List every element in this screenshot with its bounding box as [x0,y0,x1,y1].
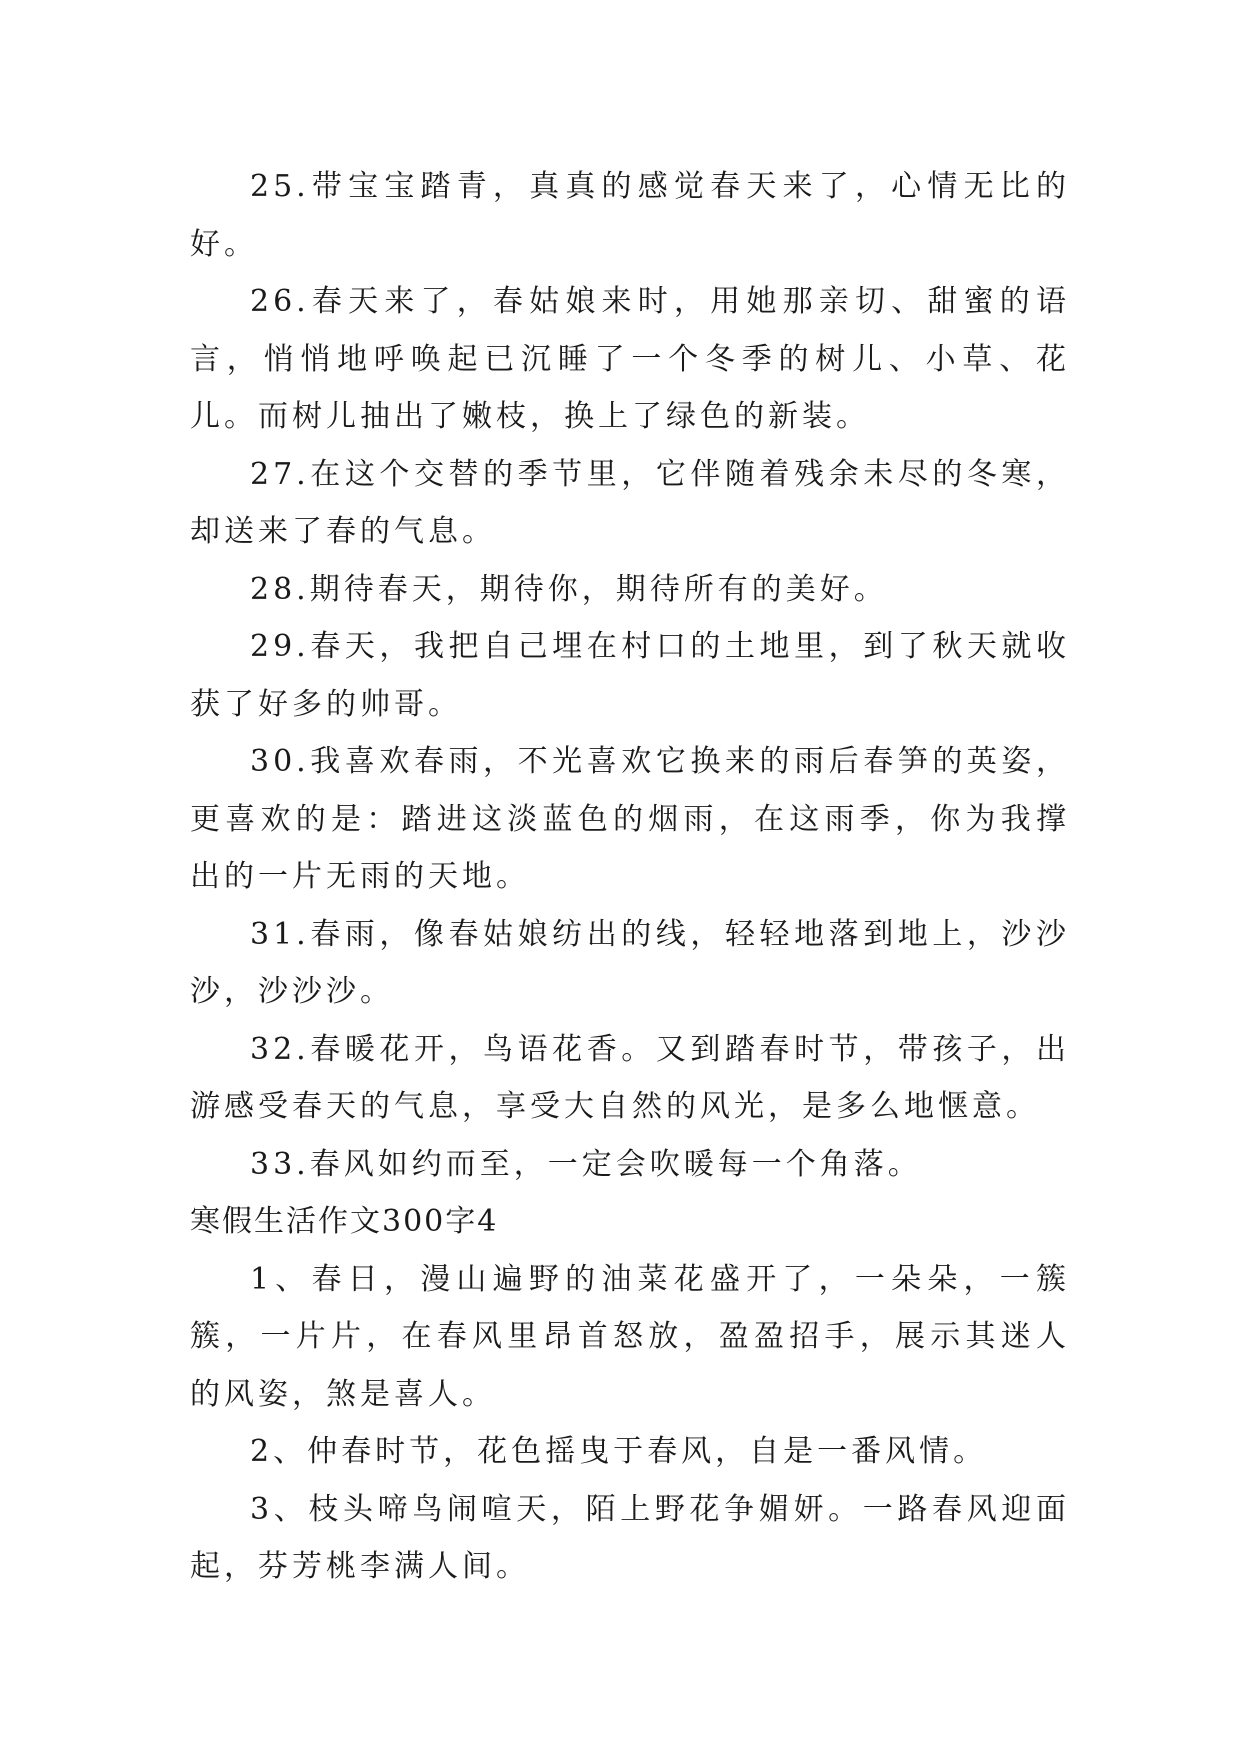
paragraph-3: 3、枝头啼鸟闹喧天，陌上野花争媚妍。一路春风迎面起，芬芳桃李满人间。 [190,1491,1070,1584]
document-body [190,158,1070,1596]
paragraph-2: 2、仲春时节，花色摇曳于春风，自是一番风情。 [250,1434,988,1469]
paragraph-30: 30.我喜欢春雨，不光喜欢它换来的雨后春笋的英姿，更喜欢的是：踏进这淡蓝色的烟雨，在这雨季，你为我撑出的一片无雨的天地。 [190,744,1070,894]
paragraph-27: 27.在这个交替的季节里，它伴随着残余未尽的冬寒，却送来了春的气息。 [190,456,1070,549]
paragraph-26: 26.春天来了，春姑娘来时，用她那亲切、甜蜜的语言，悄悄地呼唤起已沉睡了一个冬季的树儿、小草、花儿。而树儿抽出了嫩枝，换上了绿色的新装。 [190,284,1070,434]
paragraph-31: 31.春雨，像春姑娘纺出的线，轻轻地落到地上，沙沙沙，沙沙沙。 [190,916,1070,1009]
paragraph-1: 1、春日，漫山遍野的油菜花盛开了，一朵朵，一簇簇，一片片，在春风里昂首怒放，盈盈招手，展示其迷人的风姿，煞是喜人。 [190,1261,1070,1412]
section-heading: 寒假生活作文300字4 [190,1204,499,1239]
paragraph-32: 32.春暖花开，鸟语花香。又到踏春时节，带孩子，出游感受春天的气息，享受大自然的风光，是多么地惬意。 [190,1031,1070,1124]
paragraph-33: 33.春风如约而至，一定会吹暖每一个角落。 [250,1146,922,1182]
paragraph-29: 29.春天，我把自己埋在村口的土地里，到了秋天就收获了好多的帅哥。 [190,629,1070,722]
paragraph-25: 25.带宝宝踏青，真真的感觉春天来了，心情无比的好。 [190,169,1070,262]
paragraph-28: 28.期待春天，期待你，期待所有的美好。 [250,571,888,607]
